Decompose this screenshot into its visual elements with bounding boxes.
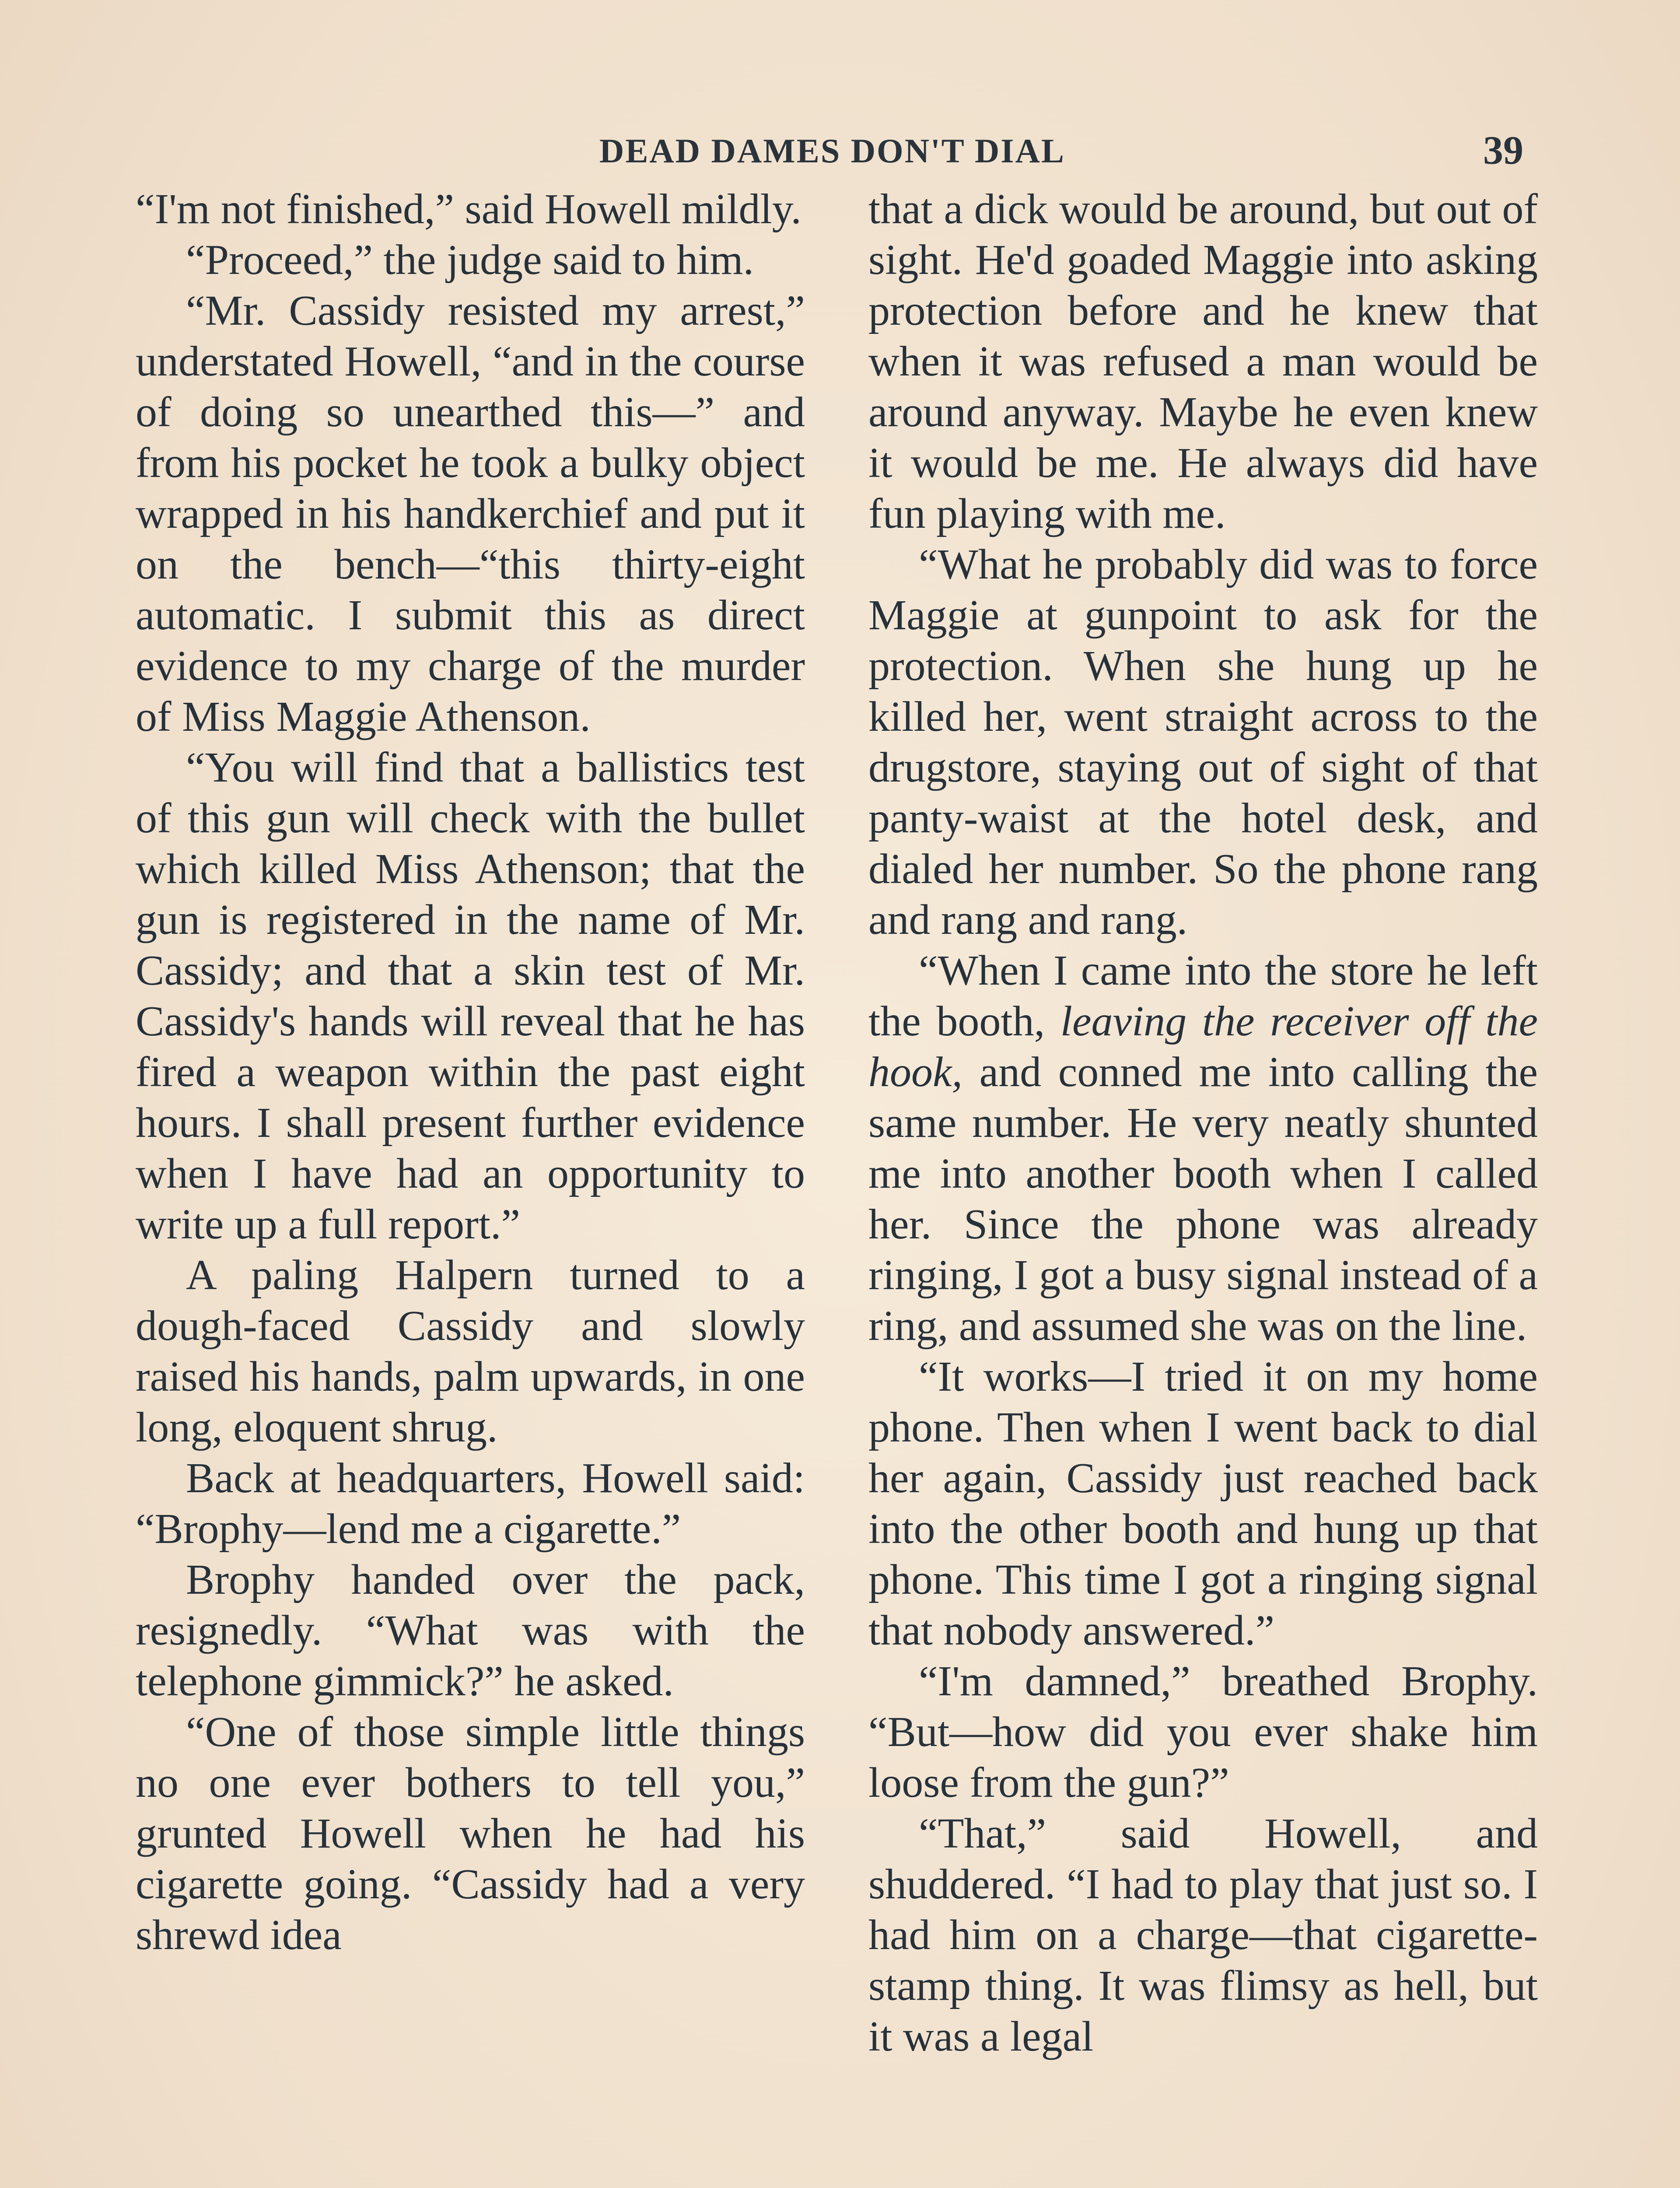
paragraph: “I'm damned,” breathed Brophy. “But—how did you ever shake him loose from the gun?” — [868, 1658, 1538, 1806]
paragraph: “One of those simple little things no one ever bothers to tell you,” grunted Howell when he had his cigarette going. “Cassidy had a very shrewd idea — [136, 1708, 805, 1959]
paragraph: “What he probably did was to force Maggie at gunpoint to ask for the protection. When she hung up he killed her, went straight across to the drugstore, staying out of sight of that panty-waist at the hotel desk, and dialed her number. So the phone rang and rang and rang. — [868, 541, 1538, 943]
paragraph: Brophy handed over the pack, resignedly. “What was with the telephone gimmick?” he asked. — [136, 1556, 805, 1705]
right-text-column — [868, 184, 1538, 2062]
paragraph-text: “When I came into the store he left the booth, — [868, 947, 1538, 1045]
paragraph — [868, 945, 1538, 1351]
italic-phrase: leaving the receiver off the hook, — [868, 998, 1538, 1096]
paragraph: “That,” said Howell, and shuddered. “I had to play that just so. I had him on a charge—that cigarette-stamp thing. It was flimsy as hell, but it was a legal — [868, 1810, 1538, 2060]
paragraph: “It works—I tried it on my home phone. Then when I went back to dial her again, Cassidy just reached back into the other booth and hung up that phone. This time I got a ringing signal that nobody answered.” — [868, 1353, 1538, 1654]
paragraph-continued: that a dick would be around, but out of sight. He'd goaded Maggie into asking protection before and he knew that when it was refused a man would be around anyway. Maybe he even knew it would be me. He always did have fun playing with me. — [868, 186, 1538, 537]
paragraph: A paling Halpern turned to a dough-faced Cassidy and slowly raised his hands, palm upwards, in one long, eloquent shrug. — [136, 1252, 805, 1451]
paragraph: “Mr. Cassidy resisted my arrest,” understated Howell, “and in the course of doing so unearthed this—” and from his pocket he took a bulky object wrapped in his handkerchief and put it on the bench—“this thirty-eight automatic. I submit this as direct evidence to my charge of the murder of Miss Maggie Athenson. — [136, 287, 805, 740]
left-text-column — [136, 184, 805, 1960]
running-title: DEAD DAMES DON'T DIAL — [599, 132, 1065, 170]
page-number: 39 — [1483, 128, 1523, 172]
paragraph-text: and conned me into calling the same number. He very neatly shunted me into another booth when I called her. Since the phone was already ringing, I got a busy signal instead of a ring, and assumed she was on the line. — [868, 1048, 1538, 1350]
paragraph: “You will find that a ballistics test of this gun will check with the bullet which killed Miss Athenson; that the gun is registered in the name of Mr. Cassidy; and that a skin test of Mr. Cassidy's hands will reveal that he has fired a weapon within the past eight hours. I shall present further evidence when I have had an opportunity to write up a full report.” — [136, 744, 805, 1248]
paragraph: “Proceed,” the judge said to him. — [186, 236, 754, 284]
paragraph: Back at headquarters, Howell said: “Brophy—lend me a cigarette.” — [136, 1455, 805, 1553]
paragraph: “I'm not finished,” said Howell mildly. — [136, 186, 802, 233]
